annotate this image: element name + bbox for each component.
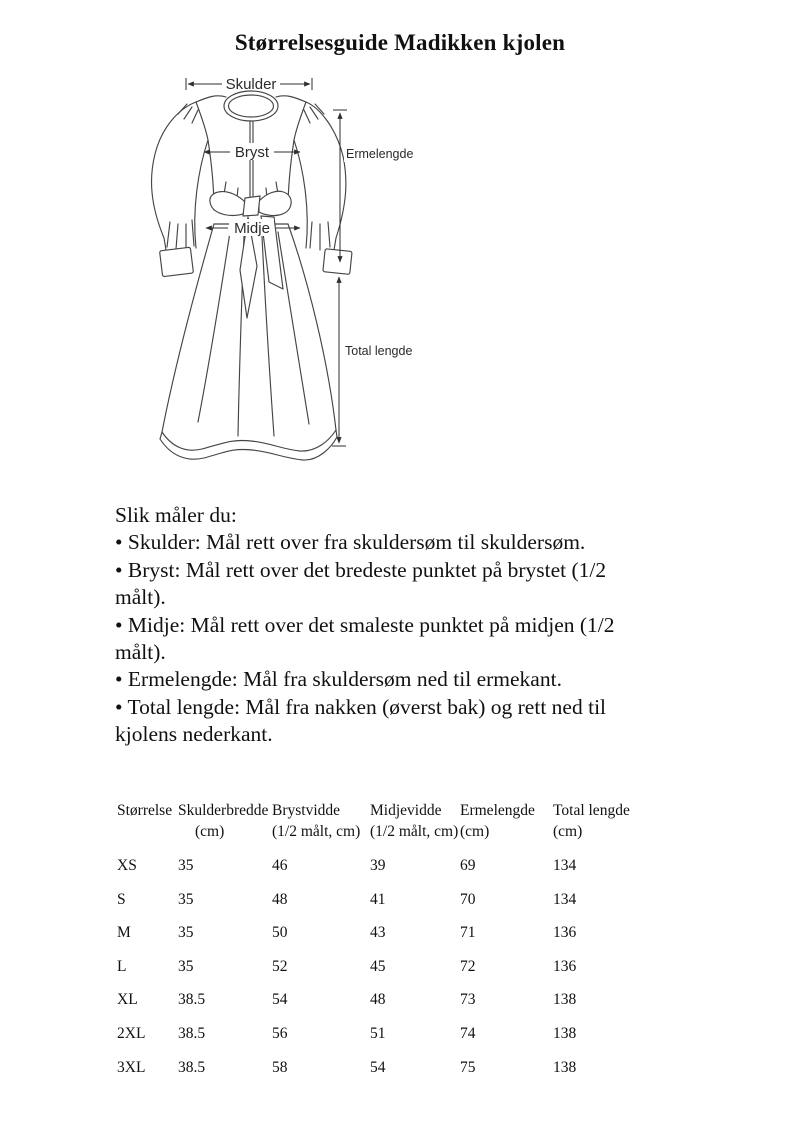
size-cell: 52	[272, 957, 288, 975]
size-cell: 54	[370, 1058, 386, 1076]
table-row	[117, 956, 653, 990]
size-cell: 58	[272, 1058, 288, 1076]
instruction-line: • Midje: Mål rett over det smaleste punktet på midjen (1/2	[115, 612, 615, 637]
size-cell: 72	[460, 957, 476, 975]
table-row	[117, 1057, 653, 1091]
measuring-instructions	[115, 502, 715, 749]
page-title: Størrelsesguide Madikken kjolen	[234, 30, 566, 55]
size-cell: 51	[370, 1024, 386, 1042]
size-cell: 43	[370, 924, 386, 942]
column-header: Total lengde (cm)	[553, 802, 630, 840]
size-table	[117, 800, 653, 1090]
dress-left-cuff	[160, 247, 194, 277]
size-cell: 69	[460, 857, 476, 874]
dress-diagram	[140, 70, 420, 470]
instruction-line: målt).	[115, 640, 166, 665]
column-header: Brystvidde (1/2 målt, cm)	[272, 802, 361, 840]
size-table-header	[117, 800, 653, 842]
instruction-line: målt).	[115, 585, 166, 610]
table-row	[117, 922, 653, 956]
size-cell: L	[117, 957, 127, 975]
size-cell: 136	[553, 957, 577, 975]
diagram-label-skulder: Skulder	[225, 76, 277, 93]
instruction-line: kjolens nederkant.	[115, 722, 273, 747]
size-cell: 35	[178, 890, 194, 908]
size-cell: 74	[460, 1024, 476, 1042]
size-cell: XL	[117, 991, 138, 1009]
size-cell: 136	[553, 924, 577, 942]
instruction-line: • Bryst: Mål rett over det bredeste punktet på brystet (1/2	[115, 557, 607, 582]
size-cell: 35	[178, 857, 194, 874]
size-cell: 71	[460, 924, 476, 942]
size-cell: 138	[553, 991, 577, 1009]
size-cell: 138	[553, 1024, 577, 1042]
size-cell: 70	[460, 890, 476, 908]
diagram-label-bryst: Bryst	[234, 144, 270, 161]
size-cell: 56	[272, 1024, 288, 1042]
dress-hem	[162, 430, 336, 451]
size-cell: 39	[370, 857, 386, 874]
size-cell: 3XL	[117, 1058, 146, 1076]
instructions-heading: Slik måler du:	[115, 503, 237, 527]
size-cell: 35	[178, 924, 194, 942]
size-cell: 35	[178, 957, 194, 975]
size-cell: XS	[117, 857, 137, 874]
size-cell: 38.5	[178, 1024, 206, 1042]
size-cell: 38.5	[178, 991, 206, 1009]
size-cell: 41	[370, 890, 386, 908]
dress-illustration	[140, 70, 420, 470]
size-cell: 134	[553, 890, 577, 908]
table-row	[117, 989, 653, 1023]
column-header: Ermelengde (cm)	[460, 802, 535, 840]
size-cell: 138	[553, 1058, 577, 1076]
table-row	[117, 1023, 653, 1057]
size-cell: 2XL	[117, 1024, 146, 1042]
column-header: Skulderbredde (cm)	[178, 802, 269, 840]
size-cell: 50	[272, 924, 288, 942]
dress-right-cuff	[323, 249, 352, 275]
size-cell: 75	[460, 1058, 476, 1076]
diagram-label-total-lengde: Total lengde	[345, 344, 413, 358]
size-table-body	[117, 855, 653, 1090]
table-row	[117, 855, 653, 889]
size-cell: 46	[272, 857, 288, 874]
size-cell: 38.5	[178, 1058, 206, 1076]
instruction-line: • Skulder: Mål rett over fra skuldersøm til skuldersøm.	[115, 530, 586, 555]
dress-left-sleeve	[152, 102, 196, 250]
column-header: Midjevidde (1/2 målt, cm)	[370, 802, 459, 840]
diagram-label-ermelengde: Ermelengde	[346, 147, 414, 161]
size-cell: S	[117, 890, 126, 908]
instruction-lines	[115, 529, 715, 748]
table-row	[117, 889, 653, 923]
size-cell: 54	[272, 991, 288, 1009]
size-cell: 45	[370, 957, 386, 975]
instruction-line: • Total lengde: Mål fra nakken (øverst bak) og rett ned til	[115, 694, 607, 719]
size-cell: 48	[272, 890, 288, 908]
instruction-line: • Ermelengde: Mål fra skuldersøm ned til ermekant.	[115, 667, 562, 692]
dimension-lines	[186, 78, 420, 446]
size-cell: 48	[370, 991, 386, 1009]
column-header: Størrelse	[117, 802, 173, 819]
size-cell: 134	[553, 857, 577, 874]
size-cell: M	[117, 924, 131, 942]
diagram-label-midje: Midje	[234, 220, 270, 237]
size-cell: 73	[460, 991, 476, 1009]
